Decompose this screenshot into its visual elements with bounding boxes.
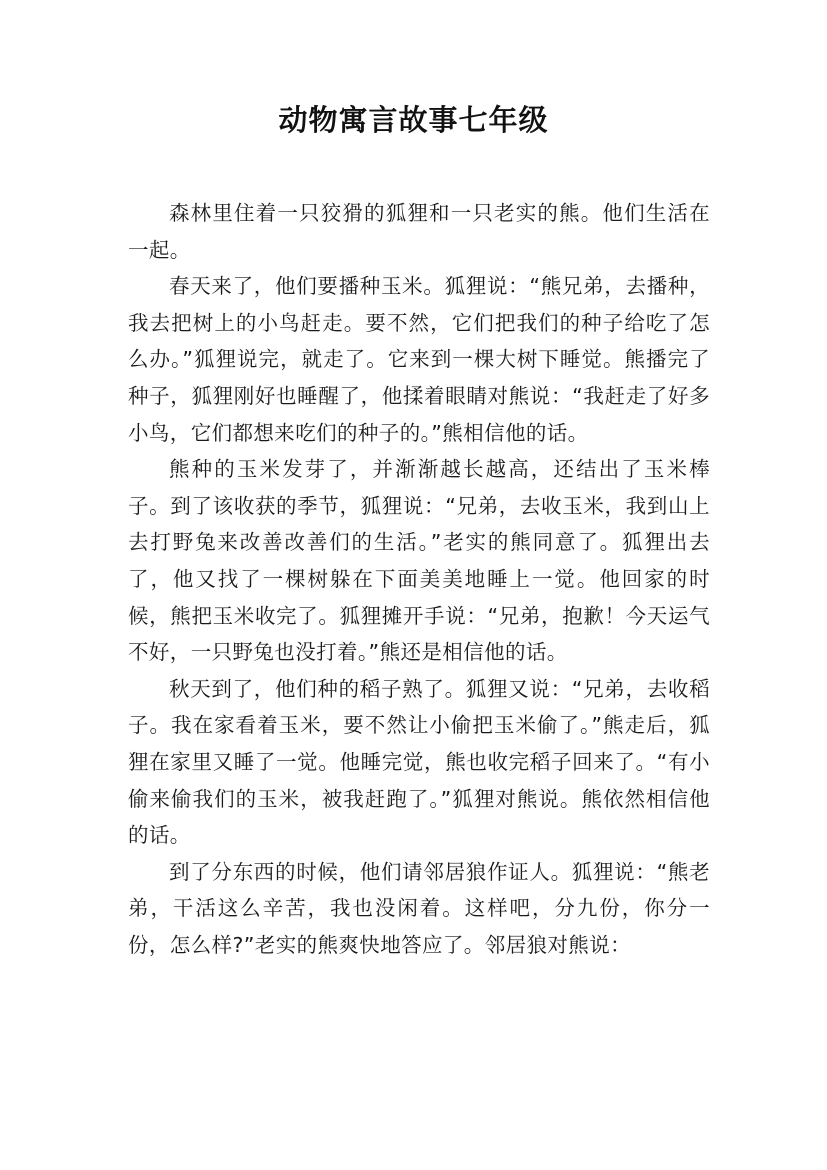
paragraph-1: 森林里住着一只狡猾的狐狸和一只老实的熊。他们生活在一起。	[128, 201, 710, 262]
paragraph-2: 春天来了，他们要播种玉米。狐狸说：“熊兄弟，去播种，我去把树上的小鸟赶走。要不然，它们把我们的种子给吃了怎么办。”狐狸说完，就走了。它来到一棵大树下睡觉。熊播完了种子，狐狸刚好也睡醒了，他揉着眼睛对熊说：“我赶走了好多小鸟，它们都想来吃们的种子的。”熊相信他的话。	[128, 274, 710, 445]
document-body	[128, 195, 710, 963]
paragraph-3: 熊种的玉米发芽了，并渐渐越长越高，还结出了玉米棒子。到了该收获的季节，狐狸说：“兄弟，去收玉米，我到山上去打野兔来改善改善们的生活。”老实的熊同意了。狐狸出去了，他又找了一棵树躲在下面美美地睡上一觉。他回家的时候，熊把玉米收完了。狐狸摊开手说：“兄弟，抱歉！今天运气不好，一只野兔也没打着。”熊还是相信他的话。	[128, 457, 710, 665]
paragraph-5: 到了分东西的时候，他们请邻居狼作证人。狐狸说：“熊老弟，干活这么辛苦，我也没闲着。这样吧，分九份，你分一份，怎么样?”老实的熊爽快地答应了。邻居狼对熊说：	[128, 859, 710, 957]
document-title: 动物寓言故事七年级	[278, 103, 549, 137]
paragraph-4: 秋天到了，他们种的稻子熟了。狐狸又说：“兄弟，去收稻子。我在家看着玉米，要不然让小偷把玉米偷了。”熊走后，狐狸在家里又睡了一觉。他睡完觉，熊也收完稻子回来了。“有小偷来偷我们的玉米，被我赶跑了。”狐狸对熊说。熊依然相信他的话。	[128, 676, 710, 848]
